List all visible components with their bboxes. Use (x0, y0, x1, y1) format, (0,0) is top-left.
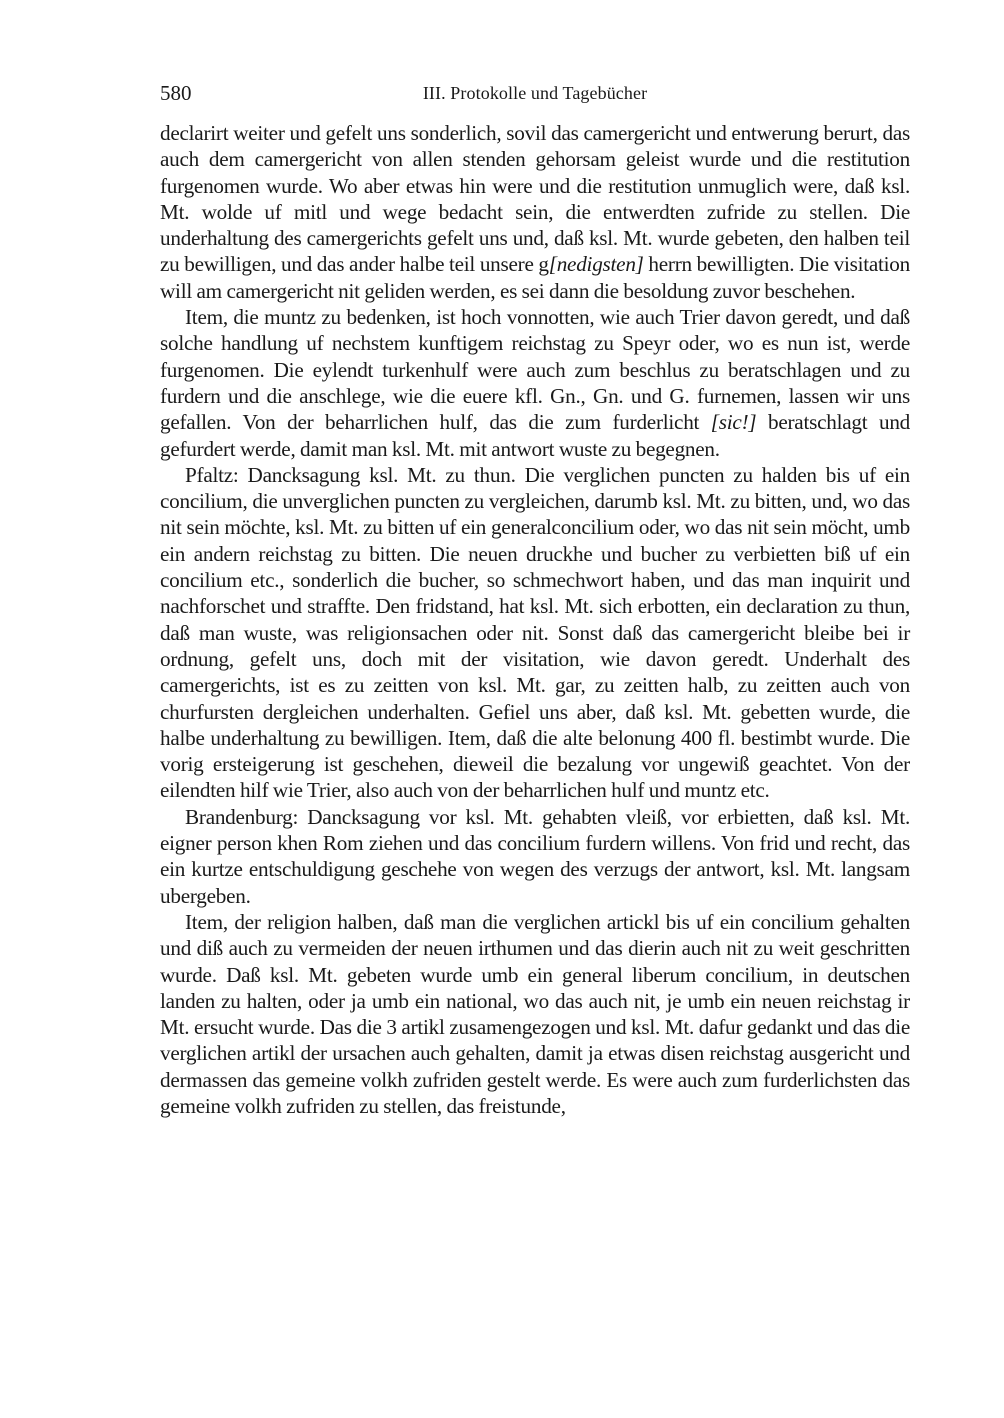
paragraph (160, 304, 910, 462)
text-segment: Item, die muntz zu bedenken, ist hoch vonnotten, wie auch Trier davon geredt, und daß solche handlung uf nechstem kunftigem reichstag zu Speyr oder, wo es nun ist, werde furgenomen. Die eylendt turkenhulf were auch zum beschlus zu beratschlagen und zu furdern und die anschlege, wie die euere kfl. Gn., Gn. und G. furnemen, lassen wir uns gefallen. Von der beharrlichen hulf, das die zum furderlicht (160, 305, 910, 435)
paragraph (160, 462, 910, 804)
running-title: III. Protokolle und Tagebücher (422, 83, 648, 103)
editorial-note: [sic!] (710, 410, 757, 435)
editorial-note: [nedigsten] (548, 252, 644, 277)
body-text (160, 120, 910, 1119)
text-segment: Brandenburg: Dancksagung vor ksl. Mt. gehabten vleiß, vor erbietten, daß ksl. Mt. eigner person khen Rom ziehen und das concilium furdern willens. Von frid und recht, das ein kurtze entschuldigung geschehe von wegen des verzugs der antwort, ksl. Mt. langsam ubergeben. (160, 804, 910, 908)
page-header (160, 78, 910, 108)
paragraph (160, 804, 910, 909)
page-number: 580 (160, 81, 192, 105)
paragraph (160, 909, 910, 1119)
text-segment: Item, der religion halben, daß man die verglichen artickl bis uf ein concilium gehalten und diß auch zu vermeiden der neuen irthumen und das dierin auch nit zu weit geschritten wurde. Daß ksl. Mt. gebeten wurde umb ein general liberum concilium, in deutschen landen zu halten, oder ja umb ein national, wo das auch nit, je umb ein neuen reichstag ir Mt. ersucht wurde. Das die 3 artikl zusamengezogen und ksl. Mt. dafur gedankt und das die verglichen artikl der ursachen auch gehalten, damit ja etwas disen reichstag ausgericht und dermassen das gemeine volkh zufriden gestelt werde. Es were auch zum furderlichsten das gemeine volkh zufriden zu stellen, das freistunde, (160, 909, 910, 1118)
text-segment: Pfaltz: Dancksagung ksl. Mt. zu thun. Die verglichen puncten zu halden bis uf ein concilium, die unverglichen puncten zu vergleichen, darumb ksl. Mt. zu bitten, und, wo das nit sein möchte, ksl. Mt. zu bitten uf ein generalconcilium oder, wo das nit sein möcht, umb ein andern reichstag zu bitten. Die neuen druckhe und bucher zu verbietten biß uf ein concilium etc., sonderlich die bucher, so schmechwort haben, und das man inquirit und nachforschet und straffte. Den fridstand, hat ksl. Mt. sich erbotten, ein declaration zu thun, daß man wuste, was religionsachen oder nit. Sonst daß das camergericht bleibe bei ir ordnung, gefelt uns, doch mit der visitation, wie davon geredt. Underhalt des camergerichts, ist es zu zeitten von ksl. Mt. gar, zu zeitten halb, zu zeitten auch von churfursten dergleichen underhalten. Gefiel uns aber, daß ksl. Mt. gebetten wurde, die halbe underhaltung zu bewilligen. Item, daß die alte belonung 400 fl. bestimbt wurde. Die vorig ersteigerung ist geschehen, dieweil die bezalung vor ungewiß geachtet. Von der eilendten hilf wie Trier, also auch von der beharrlichen hulf und muntz etc. (160, 462, 910, 803)
text-segment: herrn bewilligten. Die visitation will am camergericht nit geliden werden, es sei dann die besoldung zuvor beschehen. (160, 252, 910, 303)
text-segment: declarirt weiter und gefelt uns sonderlich, sovil das camergericht und entwerung berurt, das auch dem camergericht von allen stenden gehorsam geleist wurde und die restitution furgenomen wurde. Wo aber etwas hin were und die restitution unmuglich were, daß ksl. Mt. wolde uf mitl und wege bedacht sein, die entwerdten zufride zu stellen. Die underhaltung des camergerichts gefelt uns und, daß ksl. Mt. wurde gebeten, den halben teil zu bewilligen, und das ander halbe teil unsere g (160, 121, 910, 277)
text-segment: beratschlagt und gefurdert werde, damit man ksl. Mt. mit antwort wuste zu begegnen. (160, 410, 911, 461)
paragraph (160, 120, 910, 304)
